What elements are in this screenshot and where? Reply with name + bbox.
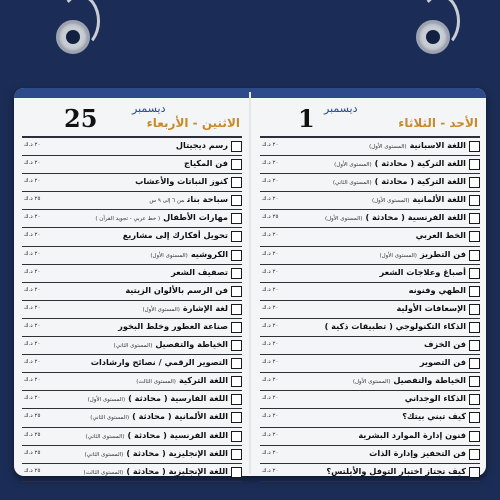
left-page bbox=[22, 100, 242, 476]
course-name: الطهي وفنونه bbox=[408, 284, 466, 295]
course-row bbox=[22, 265, 242, 283]
course-title bbox=[369, 140, 466, 150]
course-name: الخط العربي bbox=[415, 230, 466, 241]
course-level: (المستوى الثاني) bbox=[332, 180, 372, 187]
course-price: ٢٥ د.ك bbox=[24, 431, 41, 438]
course-name: الخياطة والتفصيل bbox=[393, 375, 466, 386]
course-level: (المستوى الأول) bbox=[352, 379, 391, 386]
month-label: ديسمبر bbox=[324, 102, 358, 115]
course-name: كيف تجتاز اختبار التوفل والأيلتس؟ bbox=[326, 465, 466, 476]
course-row bbox=[260, 464, 480, 482]
course-row bbox=[260, 228, 480, 246]
course-checkbox[interactable] bbox=[231, 449, 242, 460]
course-name: اللغة الإنجليزية ( محادثة ) bbox=[126, 447, 228, 458]
course-price: ٢٠ د.ك bbox=[24, 322, 41, 329]
course-level: (المستوى الأول) bbox=[324, 216, 363, 223]
course-price: ٢٠ د.ك bbox=[262, 322, 279, 329]
course-checkbox[interactable] bbox=[469, 213, 480, 224]
course-name: كيف تبني بيتك؟ bbox=[402, 411, 466, 422]
course-title bbox=[85, 448, 228, 458]
course-price: ٢٠ د.ك bbox=[262, 286, 279, 293]
course-title bbox=[326, 466, 466, 476]
course-name: اللغة التركية ( محادثة ) bbox=[374, 176, 466, 187]
course-title bbox=[90, 411, 228, 421]
course-row bbox=[260, 174, 480, 192]
course-checkbox[interactable] bbox=[231, 141, 242, 152]
course-name: اللغة الألمانية bbox=[412, 194, 466, 205]
course-name: الإسعافات الأولية bbox=[396, 302, 466, 313]
course-name: اللغة الفرنسية ( محادثة ) bbox=[127, 429, 228, 440]
course-name: رسم ديجيتال bbox=[175, 140, 228, 150]
course-title bbox=[171, 267, 228, 277]
course-name: تصفيف الشعر bbox=[171, 266, 228, 277]
course-title bbox=[135, 176, 228, 186]
course-price: ٢٠ د.ك bbox=[262, 467, 279, 474]
course-price: ٢٠ د.ك bbox=[24, 341, 41, 348]
course-checkbox[interactable] bbox=[231, 322, 242, 333]
course-row bbox=[22, 138, 242, 156]
course-price: ٢٠ د.ك bbox=[262, 359, 279, 366]
course-checkbox[interactable] bbox=[469, 467, 480, 478]
course-title bbox=[84, 466, 228, 476]
course-title bbox=[416, 230, 466, 240]
course-row bbox=[22, 373, 242, 391]
course-title bbox=[86, 430, 228, 440]
course-name: فن التحفيز وإدارة الذات bbox=[369, 447, 466, 458]
course-level: (المستوى الأول) bbox=[334, 162, 372, 169]
course-price: ٢٥ د.ك bbox=[24, 196, 41, 203]
month-label: ديسمبر bbox=[132, 102, 166, 115]
course-row bbox=[22, 283, 242, 301]
course-name: اللغة الفارسية ( محادثة ) bbox=[128, 393, 228, 404]
course-name: أصباغ وعلاجات الشعر bbox=[379, 266, 466, 277]
course-price: ٢٠ د.ك bbox=[262, 341, 279, 348]
course-row bbox=[260, 265, 480, 283]
course-title bbox=[353, 375, 466, 385]
course-title bbox=[142, 303, 228, 313]
course-level: (المستوى الثاني) bbox=[113, 343, 153, 350]
course-level: (المستوى الثاني) bbox=[85, 433, 125, 440]
course-row bbox=[260, 192, 480, 210]
course-row bbox=[22, 247, 242, 265]
course-name: مهارات الأطفال bbox=[163, 212, 228, 223]
course-name: اللغة التركية bbox=[178, 375, 228, 386]
course-price: ٢٠ د.ك bbox=[24, 268, 41, 275]
course-price: ٢٠ د.ك bbox=[262, 160, 279, 167]
course-name: فنون إدارة الموارد البشرية bbox=[358, 429, 466, 440]
left-page-header bbox=[22, 100, 242, 138]
course-title bbox=[333, 176, 466, 186]
course-title bbox=[325, 321, 466, 331]
day-number: 1 bbox=[298, 104, 315, 133]
course-title bbox=[334, 158, 466, 168]
course-title bbox=[402, 411, 466, 421]
course-checkbox[interactable] bbox=[469, 449, 480, 460]
course-title bbox=[95, 212, 228, 222]
course-name: تحويل أفكارك إلى مشاريع bbox=[122, 230, 228, 241]
course-title bbox=[136, 375, 228, 385]
course-checkbox[interactable] bbox=[469, 431, 480, 442]
course-checkbox[interactable] bbox=[469, 250, 480, 261]
course-checkbox[interactable] bbox=[231, 431, 242, 442]
course-checkbox[interactable] bbox=[231, 159, 242, 170]
days-label: الاثنين - الأربعاء bbox=[146, 116, 240, 130]
course-checkbox[interactable] bbox=[231, 304, 242, 315]
course-checkbox[interactable] bbox=[231, 394, 242, 405]
course-price: ٢٠ د.ك bbox=[24, 250, 41, 257]
course-price: ٢٠ د.ك bbox=[262, 250, 279, 257]
course-level: من ٦ إلى ٩ س bbox=[149, 198, 185, 205]
course-row bbox=[260, 409, 480, 427]
booklet-spine bbox=[249, 92, 251, 474]
course-level: (المستوى الأول) bbox=[142, 306, 180, 313]
course-title bbox=[150, 249, 228, 259]
course-checkbox[interactable] bbox=[231, 340, 242, 351]
course-title bbox=[325, 212, 466, 222]
course-price: ٢٠ د.ك bbox=[262, 268, 279, 275]
course-row bbox=[22, 355, 242, 373]
course-title bbox=[125, 285, 228, 295]
course-level: (المستوى الثاني) bbox=[84, 451, 124, 458]
course-price: ٢٥ د.ك bbox=[24, 449, 41, 456]
course-level: (المستوى الأول) bbox=[87, 397, 126, 404]
course-title bbox=[176, 140, 228, 150]
days-label: الأحد - الثلاثاء bbox=[398, 116, 478, 130]
course-row bbox=[260, 319, 480, 337]
course-row bbox=[22, 319, 242, 337]
course-level: (المستوى الأول) bbox=[379, 252, 417, 259]
course-checkbox[interactable] bbox=[469, 286, 480, 297]
course-checkbox[interactable] bbox=[231, 376, 242, 387]
course-name: الخياطة والتفصيل bbox=[155, 339, 228, 350]
course-list-left bbox=[22, 138, 242, 482]
course-checkbox[interactable] bbox=[231, 231, 242, 242]
course-price: ٢٠ د.ك bbox=[24, 377, 41, 384]
right-page bbox=[260, 100, 480, 476]
course-price: ٢٠ د.ك bbox=[262, 377, 279, 384]
course-checkbox[interactable] bbox=[469, 394, 480, 405]
course-name: التصوير الرقمي / نصائح وارشادات bbox=[90, 357, 228, 368]
course-name: الكروشيه bbox=[190, 248, 228, 259]
course-name: فن التصوير bbox=[419, 357, 466, 368]
course-row bbox=[260, 373, 480, 391]
course-row bbox=[22, 174, 242, 192]
course-level: (المستوى الثالث) bbox=[83, 469, 124, 476]
course-checkbox[interactable] bbox=[231, 467, 242, 478]
course-price: ٢٥ د.ك bbox=[24, 413, 41, 420]
right-page-header bbox=[260, 100, 480, 138]
course-name: كنوز النباتات والأعشاب bbox=[135, 176, 228, 187]
course-price: ٢٠ د.ك bbox=[262, 142, 279, 148]
course-checkbox[interactable] bbox=[231, 358, 242, 369]
course-title bbox=[380, 267, 466, 277]
course-level: (المستوى الثاني) bbox=[90, 415, 130, 422]
course-row bbox=[260, 247, 480, 265]
course-row bbox=[22, 156, 242, 174]
course-row bbox=[260, 138, 480, 156]
course-price: ٢٥ د.ك bbox=[262, 214, 279, 221]
course-row bbox=[260, 210, 480, 228]
course-price: ٢٠ د.ك bbox=[262, 431, 279, 438]
course-price: ٢٠ د.ك bbox=[24, 232, 41, 239]
course-name: الذكاء الوجداني bbox=[404, 393, 466, 404]
course-checkbox[interactable] bbox=[231, 250, 242, 261]
course-title bbox=[409, 285, 466, 295]
course-name: اللغة الألمانية ( محادثة ) bbox=[132, 411, 228, 422]
course-level: (المستوى الأول) bbox=[150, 252, 188, 259]
course-checkbox[interactable] bbox=[469, 159, 480, 170]
course-name: صناعة العطور وخلط البخور bbox=[118, 320, 228, 331]
course-price: ٢٠ د.ك bbox=[262, 232, 279, 239]
course-checkbox[interactable] bbox=[469, 376, 480, 387]
course-checkbox[interactable] bbox=[469, 412, 480, 423]
course-checkbox[interactable] bbox=[469, 231, 480, 242]
course-price: ٢٠ د.ك bbox=[24, 304, 41, 311]
course-row bbox=[260, 156, 480, 174]
course-checkbox[interactable] bbox=[231, 213, 242, 224]
course-title bbox=[114, 339, 228, 349]
course-price: ٢٠ د.ك bbox=[262, 449, 279, 456]
day-number: 25 bbox=[64, 104, 98, 133]
course-title bbox=[380, 249, 467, 259]
course-checkbox[interactable] bbox=[231, 177, 242, 188]
course-row bbox=[260, 446, 480, 464]
course-name: اللغة الاسبانية bbox=[409, 140, 466, 150]
course-title bbox=[149, 194, 228, 204]
course-name: فن الخزف bbox=[424, 339, 466, 350]
course-price: ٢٠ د.ك bbox=[24, 160, 41, 167]
course-row bbox=[22, 446, 242, 464]
course-name: فن التطريز bbox=[419, 248, 466, 259]
course-checkbox[interactable] bbox=[231, 195, 242, 206]
course-name: سباحة بنات bbox=[187, 194, 228, 205]
course-list-right bbox=[260, 138, 480, 482]
course-price: ٢٥ د.ك bbox=[24, 467, 41, 474]
course-checkbox[interactable] bbox=[469, 304, 480, 315]
course-checkbox[interactable] bbox=[231, 268, 242, 279]
course-row bbox=[22, 228, 242, 246]
course-level: (المستوى الأول) bbox=[371, 198, 410, 205]
course-name: اللغة الإنجليزية ( محادثة ) bbox=[126, 465, 228, 476]
course-name: اللغة الفرنسية ( محادثة ) bbox=[365, 212, 466, 223]
course-row bbox=[22, 464, 242, 482]
course-row bbox=[22, 428, 242, 446]
course-level: (المستوى الثالث) bbox=[136, 379, 176, 386]
course-price: ٢٠ د.ك bbox=[24, 142, 41, 148]
course-title bbox=[420, 357, 466, 367]
course-name: لغة الإشارة bbox=[182, 302, 228, 313]
course-checkbox[interactable] bbox=[469, 358, 480, 369]
course-name: فن المكياج bbox=[183, 158, 228, 169]
course-price: ٢٠ د.ك bbox=[262, 178, 279, 185]
course-row bbox=[260, 337, 480, 355]
course-checkbox[interactable] bbox=[469, 268, 480, 279]
course-checkbox[interactable] bbox=[231, 412, 242, 423]
course-name: الذكاء التكنولوجي ( تطبيقات ذكية ) bbox=[324, 320, 466, 331]
course-row bbox=[22, 409, 242, 427]
course-checkbox[interactable] bbox=[469, 141, 480, 152]
course-row bbox=[260, 301, 480, 319]
course-row bbox=[22, 391, 242, 409]
course-title bbox=[424, 339, 466, 349]
course-row bbox=[22, 301, 242, 319]
course-price: ٢٠ د.ك bbox=[24, 214, 41, 221]
course-title bbox=[372, 194, 466, 204]
course-price: ٢٠ د.ك bbox=[24, 395, 41, 402]
course-title bbox=[118, 321, 228, 331]
course-price: ٢٠ د.ك bbox=[24, 359, 41, 366]
course-title bbox=[358, 430, 466, 440]
course-price: ٢٠ د.ك bbox=[262, 196, 279, 203]
course-price: ٢٠ د.ك bbox=[262, 395, 279, 402]
course-title bbox=[405, 393, 466, 403]
course-row bbox=[22, 337, 242, 355]
course-title bbox=[369, 448, 466, 458]
course-checkbox[interactable] bbox=[469, 322, 480, 333]
course-row bbox=[260, 355, 480, 373]
course-row bbox=[260, 283, 480, 301]
course-title bbox=[396, 303, 466, 313]
course-name: اللغة التركية ( محادثة ) bbox=[374, 158, 466, 169]
course-title bbox=[184, 158, 228, 168]
course-level: ( خط عربي - تجويد القرآن ) bbox=[95, 216, 161, 223]
course-row bbox=[22, 192, 242, 210]
course-title bbox=[88, 393, 228, 403]
course-row bbox=[22, 210, 242, 228]
course-price: ٢٠ د.ك bbox=[24, 178, 41, 185]
course-price: ٢٠ د.ك bbox=[262, 413, 279, 420]
course-title bbox=[91, 357, 228, 367]
course-price: ٢٠ د.ك bbox=[262, 304, 279, 311]
course-name: فن الرسم بالألوان الزيتية bbox=[125, 284, 228, 295]
course-row bbox=[260, 428, 480, 446]
course-title bbox=[123, 230, 228, 240]
course-level: (المستوى الأول) bbox=[369, 144, 407, 150]
course-checkbox[interactable] bbox=[469, 195, 480, 206]
course-checkbox[interactable] bbox=[231, 286, 242, 297]
course-checkbox[interactable] bbox=[469, 177, 480, 188]
course-row bbox=[260, 391, 480, 409]
course-price: ٢٠ د.ك bbox=[24, 286, 41, 293]
course-checkbox[interactable] bbox=[469, 340, 480, 351]
